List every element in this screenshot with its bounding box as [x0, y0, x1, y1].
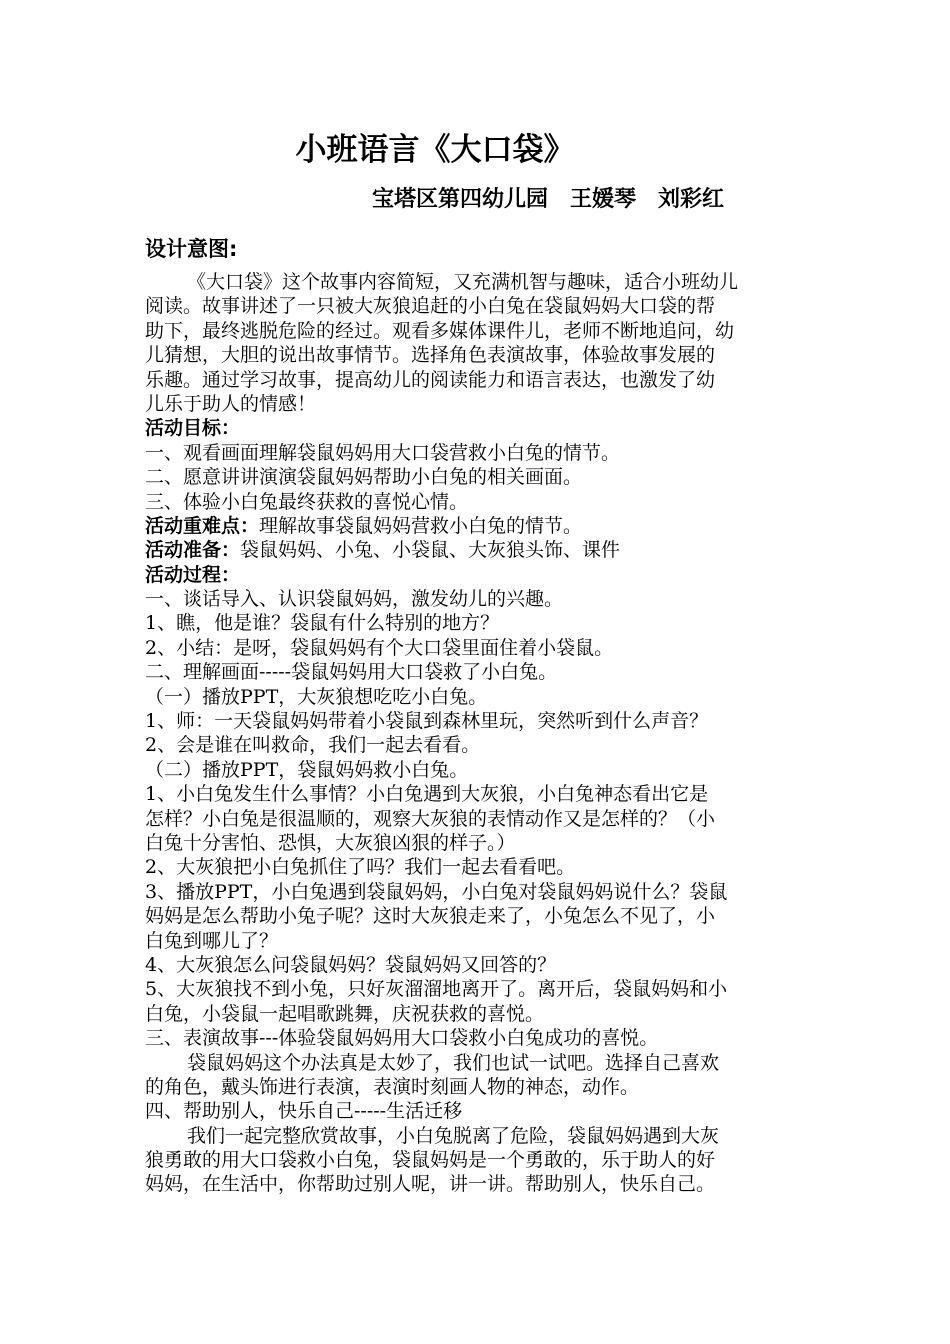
process-line: （二）播放PPT，袋鼠妈妈救小白兔。: [145, 758, 469, 781]
document-title: 小班语言《大口袋》: [295, 132, 575, 168]
process-line: 白兔到哪儿了？: [145, 929, 279, 952]
design-intent-heading: 设计意图:: [145, 237, 238, 261]
key-difficulty-text: 理解故事袋鼠妈妈营救小白兔的情节。: [259, 514, 583, 537]
preparation-text: 袋鼠妈妈、小兔、小袋鼠、大灰狼头饰、课件: [240, 539, 621, 562]
document-author: 宝塔区第四幼儿园 王媛琴 刘彩红: [372, 187, 725, 212]
process-line: 5、大灰狼找不到小兔，只好灰溜溜地离开了。离开后，袋鼠妈妈和小: [145, 978, 728, 1001]
process-line: 1、师：一天袋鼠妈妈带着小袋鼠到森林里玩，突然听到什么声音？: [145, 710, 709, 733]
process-line: 2、会是谁在叫救命，我们一起去看看。: [145, 734, 481, 757]
key-difficulty-label: 活动重难点：: [145, 514, 260, 537]
preparation-line: [145, 538, 813, 562]
perform-paragraph-line: 袋鼠妈妈这个办法真是太妙了，我们也试一试吧。选择自己喜欢: [187, 1051, 720, 1074]
goal-item: 三、体验小白兔最终获救的喜悦心情。: [145, 490, 469, 513]
goal-item: 二、愿意讲讲演演袋鼠妈妈帮助小白兔的相关画面。: [145, 466, 583, 489]
process-line: 1、小白兔发生什么事情？小白兔遇到大灰狼，小白兔神态看出它是: [145, 783, 709, 806]
design-paragraph-line: 助下，最终逃脱危险的经过。观看多媒体课件儿，老师不断地追问，幼: [145, 319, 735, 342]
process-line: 2、小结：是呀，袋鼠妈妈有个大口袋里面住着小袋鼠。: [145, 636, 614, 659]
goals-heading: 活动目标：: [145, 417, 241, 440]
process-line: 白兔，小袋鼠一起唱歌跳舞，庆祝获救的喜悦。: [145, 1002, 545, 1025]
goal-item: 一、观看画面理解袋鼠妈妈用大口袋营救小白兔的情节。: [145, 441, 621, 464]
process-line: 3、播放PPT，小白兔遇到袋鼠妈妈，小白兔对袋鼠妈妈说什么？袋鼠: [145, 880, 728, 903]
process-line: （一）播放PPT，大灰狼想吃吃小白兔。: [145, 685, 488, 708]
key-difficulty-line: [145, 514, 813, 538]
closing-paragraph-line: 狼勇敢的用大口袋救小白兔，袋鼠妈妈是一个勇敢的，乐于助人的好: [145, 1149, 716, 1172]
perform-paragraph-line: 的角色，戴头饰进行表演，表演时刻画人物的神态，动作。: [145, 1075, 640, 1098]
process-line: 4、大灰狼怎么问袋鼠妈妈？袋鼠妈妈又回答的？: [145, 953, 557, 976]
design-paragraph-line: 儿猜想，大胆的说出故事情节。选择角色表演故事，体验故事发展的: [145, 344, 716, 367]
process-heading: 活动过程：: [145, 563, 241, 586]
closing-paragraph-line: 我们一起完整欣赏故事，小白兔脱离了危险，袋鼠妈妈遇到大灰: [187, 1124, 720, 1147]
process-line: 白兔十分害怕、恐惧，大灰狼凶狠的样子。）: [145, 831, 516, 854]
process-line: 妈妈是怎么帮助小兔子呢？这时大灰狼走来了，小兔怎么不见了，小: [145, 905, 716, 928]
design-paragraph-line: 儿乐于助人的情感！: [145, 392, 317, 415]
design-paragraph-line: 阅读。故事讲述了一只被大灰狼追赶的小白兔在袋鼠妈妈大口袋的帮: [145, 295, 716, 318]
process-line: 怎样？小白兔是很温顺的，观察大灰狼的表情动作又是怎样的？（小: [145, 807, 716, 830]
process-line: 一、谈话导入、认识袋鼠妈妈，激发幼儿的兴趣。: [145, 588, 564, 611]
step4-title: 四、帮助别人，快乐自己-----生活迁移: [145, 1100, 463, 1123]
process-line: 三、表演故事---体验袋鼠妈妈用大口袋救小白兔成功的喜悦。: [145, 1027, 659, 1050]
process-line: 1、瞧，他是谁？袋鼠有什么特别的地方？: [145, 612, 500, 635]
design-paragraph-line: 《大口袋》这个故事内容简短，又充满机智与趣味，适合小班幼儿: [187, 271, 739, 293]
document-body: [145, 270, 813, 1197]
preparation-label: 活动准备：: [145, 539, 241, 562]
process-line: 二、理解画面-----袋鼠妈妈用大口袋救了小白兔。: [145, 661, 558, 684]
closing-paragraph-line: 妈妈，在生活中，你帮助过别人呢，讲一讲。帮助别人，快乐自己。: [145, 1173, 716, 1196]
design-paragraph-line: 乐趣。通过学习故事，提高幼儿的阅读能力和语言表达，也激发了幼: [145, 368, 716, 391]
process-line: 2、大灰狼把小白兔抓住了吗？我们一起去看看吧。: [145, 856, 576, 879]
